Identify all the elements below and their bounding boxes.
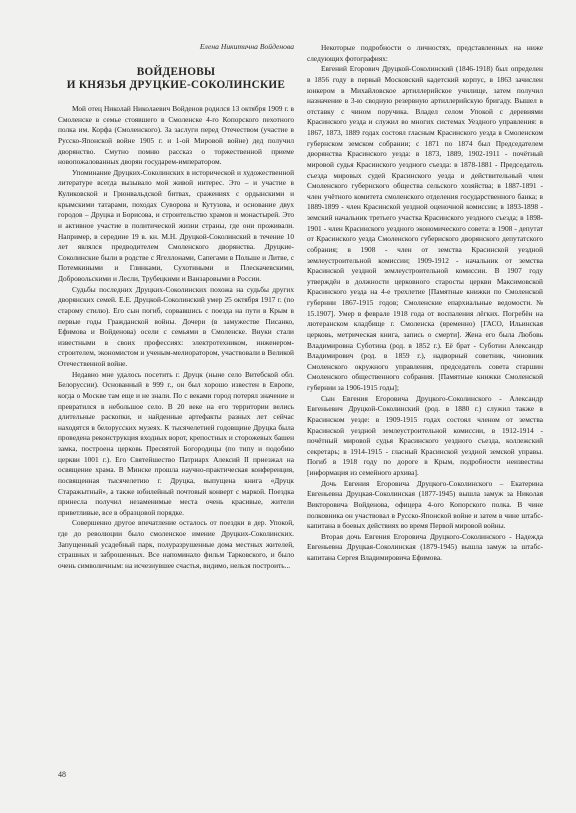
title-line-2: И КНЯЗЬЯ ДРУЦКИЕ-СОКОЛИНСКИЕ — [66, 78, 286, 91]
left-paragraph-2: Упоминание Друцких-Соколинских в исторической и художественной литературе всегда вызывало мой живой интерес. Это – и участие в Куликовской и Грюнвальдской битвах, сражениях с ордынскими и крымскими татарами, походах Суворова и Кутузова, и основание двух городов – Друцка и Борисова, и строительство храмов и монастырей. Это и активное участие в политической жизни страны, где они проживали. Например, в середине 19 в. кн. М.Н. Друцкой-Соколинский в течение 10 лет являлся предводителем Смоленского дворянства. Друцкие-Соколинские были в родстве с Ягеллонами, Сапегами в Польше и Литве, с Потемкиными и Глинками, Сухотиными и Плескачевскими, Добровольскими и Лесли, Трубецкими и Ванзаровыми в России. — [58, 167, 294, 283]
title-line-1: ВОЙДЕНОВЫ — [136, 66, 216, 78]
author-name: Елена Никитична Войденова — [199, 42, 294, 51]
right-paragraph-2: Сын Евгения Егоровича Друцкого-Соколинского - Александр Евгеньевич Друцкой-Соколинский (род. в 1880 г.) служил также в Красинском уезде: в 1909-1915 годах состоял членом от земства Красинской уездной землеустроительной комиссии, в 1912-1914 - почётный мировой судья Красинского уездного съезда, коллежский секретарь; в 1914-1915 - гласный Красинской уездной земской управы. Погиб в 1918 году по дороге в Крым, подробности неизвестны [информация из семейного архива]. — [307, 393, 543, 477]
left-column — [58, 104, 294, 572]
right-paragraph-1: Евгений Егорович Друцкой-Соколинский (1846-1918) был определен в 1856 году в первый Московский кадетский корпус, в 1863 зачислен юнкером в Михайловское артиллерийское училище, затем получил назначение в 3-ю сводную резервную артиллерийскую бригаду. Вышел в отставку с чином поручика. Владел селом Упокой с деревнями Красинского уезда и служил во многих системах Уездного управления: в 1867, 1873, 1889 годах состоял гласным Красинского уезда в Смоленском губернском земском собрании; с 1871 по 1874 был Председателем дворянства Красинского уезда: в 1873, 1889, 1902-1911 - почётный мировой судья Красинского уездного съезда: в 1878-1881 - Председатель съезда мировых судей Красинского уезда и действительный член Смоленского губернского общества сельского хозяйства; в 1887-1891 - член учётного комитета смоленского отделения государственного банка; в 1889-1899 - член Красинской уездной оценочной комиссии; в 1893-1898 - земский начальник третьего участка Красинского уездного съезда; в 1898-1901 - член Красинского уездного экономического совета: в 1908 - депутат от Красинского уезда Смоленского губернского дворянского депутатского собрания; в 1908 - член от земства Красинской уездной землеустроительной комиссии; 1909-1912 - начальник от земства Красинской уездной землеустроительной комиссии. В 1907 году утверждён в должности церковного старосты церкви Максимовской Красинского уезда на 4-е трехлетие [Памятные книжки по Смоленской губернии 1867-1915 годов; Смоленские епархиальные ведомости.№ 15.1907]. Умер в феврале 1918 года от воспаления лёгких. Погребён на лютеранском кладбище г. Смоленска (временно) [ГАСО, Ильинская церковь, метрическая книга, запись о смерти]. Жена его была Любовь Владимировна Суботина (род. в 1852 г.). Её брат - Суботин Александр Владимирович (род. в 1859 г.), надворный советник, чиновник Смоленского окружного управления, председатель совета старшин Смоленского общественного собрания. [Памятные книжки Смоленской губернии за 1906-1915 годы]; — [307, 64, 543, 392]
right-paragraph-4: Вторая дочь Евгения Егоровича Друцкого-Соколинского - Надежда Евгеньевна Друцкая-Соколинская (1879-1945) вышла замуж за штабс-капитана Сергея Владимировича Ефимова. — [307, 531, 543, 562]
left-paragraph-4: Недавно мне удалось посетить г. Друцк (ныне село Витебской обл. Белоруссии). Основанный в 999 г., он был хорошо известен в Европе, когда о Москве там еще и не знали. По с веками город потерял значение и превратился в небольшое село. В 20 веке на его территории велись длительные раскопки, и найденные артефакты разных лет сейчас находятся в белорусских музеях. К тысячелетней годовщине Друцка была проведена реконструкция входных ворот, крепостных и сторожевых башен замка, построена церковь Пресвятой Богородицы (по типу и подобию церкви 1001 г.). Его Святейшество Патриарх Алексий II приезжал на освящение храма. В Минске прошла научно-практическая конференция, посвященная тысячелетию г. Друцка, выпущена книга «Друцк Старажытный», а также юбилейный почтовый конверт с маркой. Поездка принесла получил незаменимые места очень красивые, жители приветливые, все в образцовой порядке. — [58, 369, 294, 517]
right-column — [307, 43, 543, 564]
left-paragraph-5: Совершенно другое впечатление осталось от поездки в дер. Упокой, где до революции было смоленское имение Друцких-Соколинских. Запущенный усадебный парк, полуразрушенные дома местных жителей, страшных и заброшенных. Все напоминало фильм Тарковского, и было очень символичным: на исчезнувшее счастья, видимо, нельзя построить... — [58, 518, 294, 570]
page-number: 48 — [58, 770, 66, 779]
left-paragraph-1: Мой отец Николай Николаевич Войденов родился 13 октября 1909 г. в Смоленске в семье стоявшего в Смоленске 4-го Копорского пехотного полка им. Корфа (Смоленского). За заслуги перед Отечеством (участие в Русско-Японской войне 1905 г. и 1-ой Мировой войне) дед получил дворянство. Смутно помню рассказ о торжественной приеме новопожалованных дворян государем-императором. — [58, 104, 294, 167]
article-title — [58, 66, 294, 91]
right-intro: Некоторые подробности о личностях, представленных на ниже следующих фотографиях: — [307, 43, 543, 63]
right-paragraph-3: Дочь Евгения Егоровича Друцкого-Соколинского – Екатерина Евгеньевна Друцкая-Соколинская (1877-1945) вышла замуж за Николая Викторовича Войденова, офицера 4-ого Копорского полка. В чине полковника он участвовал в Русско-Японской войне и затем в чине штабс-капитана в боевых действиях во время Первой мировой войны. — [307, 478, 543, 531]
left-paragraph-3: Судьбы последних Друцких-Соколинских похожа на судьбы других дворянских семей. Е.Е. Друцкой-Соколинский умер 25 октября 1917 г. (по старому стилю). Его сын погиб, сорвавшись с поезда на пути в Крым в первые годы Гражданской войны. Дочери (в замужестве Писанко, Ефимова и Войденова) осели с семьями в Смоленске. Внуки стали известными в своих профессиях: электротехником, инженером-строителем, экономистом и ученым-мелиоратором, участвовали в Великой Отечественной войне. — [58, 284, 294, 368]
